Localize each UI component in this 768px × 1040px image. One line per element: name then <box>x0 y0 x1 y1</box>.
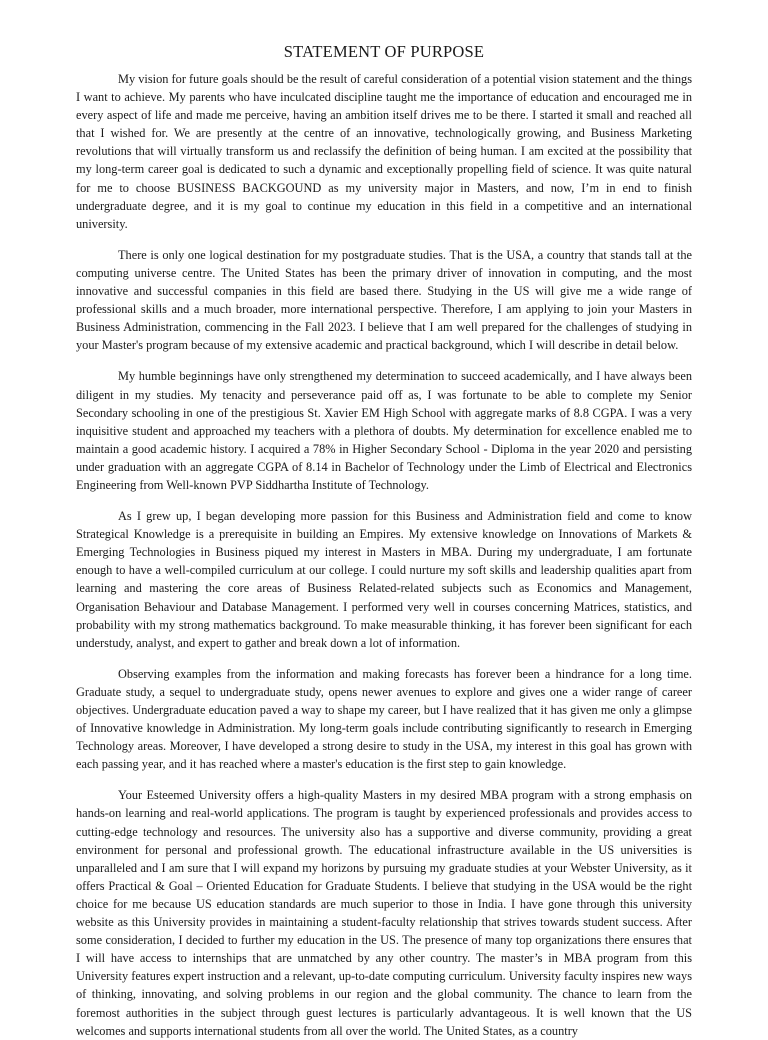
paragraph-4: As I grew up, I began developing more passion for this Business and Administration field and come to know Strategical Knowledge is a prerequisite in building an Empires. My extensive knowledge on Innovations of Markets & Emerging Technologies in Business piqued my interest in Masters in MBA. During my undergraduate, I am fortunate enough to have a well-compiled curriculum at our college. I could nurture my soft skills and leadership qualities apart from learning and mastering the core areas of Business Related-related subjects such as Economics and Management, Organisation Behaviour and Database Management. I performed very well in courses concerning Matrices, statistics, and probability with my strong mathematics background. To make measurable thinking, it has forever been significant for each understudy, analyst, and expert to gather and break down a lot of information. <box>76 509 692 650</box>
document-title: STATEMENT OF PURPOSE <box>283 42 485 61</box>
paragraph-6: Your Esteemed University offers a high-quality Masters in my desired MBA program with a strong emphasis on hands-on learning and real-world applications. The program is taught by experienced professionals and provides access to cutting-edge technology and resources. The university also has a supportive and diverse community, providing a great environment for personal and professional growth. The educational infrastructure available in the US universities is unparalleled and I am sure that I will expand my horizons by pursuing my graduate studies at your Webster University, as it offers Practical & Goal – Oriented Education for Graduate Students. I believe that studying in the USA would be the right choice for me because US education standards are much superior to those in India. I have gone through this university website as this University provides in maintaining a student-faculty relationship that strives towards student success. After some consideration, I decided to further my education in the US. The presence of many top organizations there ensures that I will have access to internships that are unmatched by any other country. The master’s in MBA program from this University features expert instruction and a relevant, up-to-date computing curriculum. University faculty inspires new ways of thinking, innovating, and solving problems in our region and the global community. The chance to learn from the foremost authorities in the subject through guest lectures is particularly advantageous. It is well known that the US welcomes and supports international students from all over the world. The United States, as a country <box>76 788 692 1038</box>
paragraph-2: There is only one logical destination for my postgraduate studies. That is the USA, a country that stands tall at the computing universe centre. The United States has been the primary driver of innovation in computing, and the most innovative and successful companies in this field are based there. Studying in the US will give me a wide range of professional skills and a much broader, more international perspective. Therefore, I am applying to join your Masters in Business Administration, commencing in the Fall 2023. I believe that I am well prepared for the challenges of studying in your Master's program because of my extensive academic and practical background, which I will describe in detail below. <box>76 247 692 353</box>
paragraph-5: Observing examples from the information and making forecasts has forever been a hindrance for a long time. Graduate study, a sequel to undergraduate study, opens newer avenues to explore and gives one a wider range of career objectives. Undergraduate education paved a way to shape my career, but I have realized that it has given me only a glimpse of Innovative knowledge in Administration. My long-term goals include contributing significantly to research in Emerging Technology areas. Moreover, I have developed a strong desire to study in the USA, my interest in this goal has grown with each passing year, and it has reached where a master's education is the first step to gain knowledge. <box>76 666 692 772</box>
paragraph-1: My vision for future goals should be the result of careful consideration of a potential vision statement and the things I want to achieve. My parents who have inculcated discipline taught me the importance of education and encouraged me in every aspect of life and made me perceive, having an ambition itself drives me to be there. I started it small and reached all that I wished for. We are presently at the centre of an innovative, technologically growing, and Business Marketing revolutions that will virtually transform us and reclassify the definition of being human. I am excited at the possibility that my long-term career goal is dedicated to such a dynamic and exceptionally propelling field of science. It was quite natural for me to choose BUSINESS BACKGOUND as my university major in Masters, and now, I’m in end to finish undergraduate degree, and it is my goal to continue my education in this field in a competitive and an international university. <box>76 72 692 231</box>
paragraph-3: My humble beginnings have only strengthened my determination to succeed academically, and I have always been diligent in my studies. My tenacity and perseverance paid off as, I was fortunate to be able to complete my Senior Secondary schooling in one of the prestigious St. Xavier EM High School with aggregate marks of 8.8 CGPA. I was a very inquisitive student and approached my teachers with a plethora of doubts. My determination for excellence enabled me to maintain a good academic history. I acquired a 78% in Higher Secondary School - Diploma in the year 2020 and persisting under graduation with an aggregate CGPA of 8.14 in Bachelor of Technology under the Limb of Electrical and Electronics Engineering from Well-known PVP Siddhartha Institute of Technology. <box>76 369 692 492</box>
